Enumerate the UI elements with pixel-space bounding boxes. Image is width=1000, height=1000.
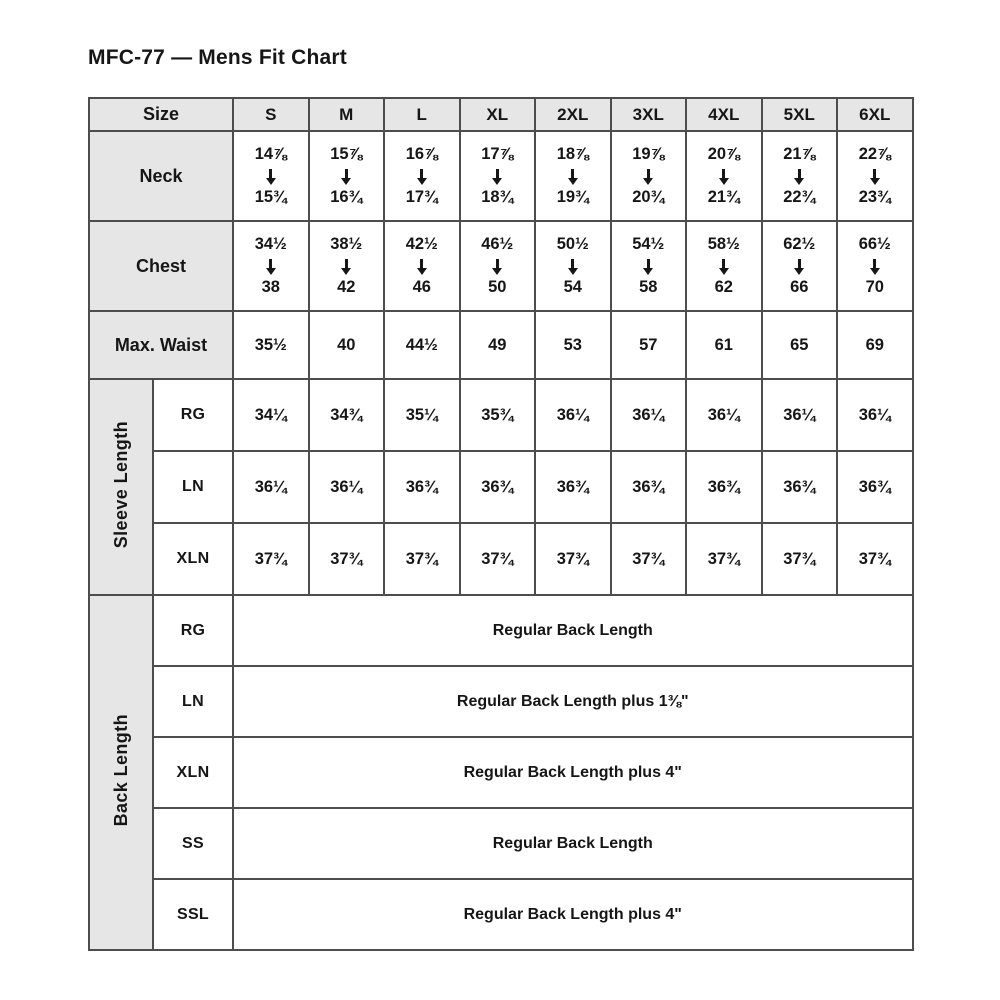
page-title: MFC-77 — Mens Fit Chart xyxy=(88,46,347,69)
max-waist-value-cell: 44½ xyxy=(384,311,460,379)
down-arrow-icon xyxy=(496,259,499,268)
neck-range-cell xyxy=(460,131,536,221)
range-from-value: 22⅞ xyxy=(858,145,891,164)
down-arrow-icon xyxy=(722,169,725,178)
sleeve-length-value-cell: 37¾ xyxy=(384,523,460,595)
max-waist-value-cell: 69 xyxy=(837,311,913,379)
row-label-back-length-rg: RG xyxy=(153,595,233,666)
sleeve-length-value-cell: 36¾ xyxy=(762,451,838,523)
sleeve-length-value-cell: 36¼ xyxy=(762,379,838,451)
range-to-value: 58 xyxy=(639,278,658,296)
down-arrow-icon xyxy=(647,259,650,268)
neck-range-cell xyxy=(309,131,385,221)
chest-range-cell xyxy=(535,221,611,311)
range-from-value: 42½ xyxy=(405,235,438,254)
neck-range-cell xyxy=(535,131,611,221)
down-arrow-icon xyxy=(722,259,725,268)
sleeve-length-group-label-text: Sleeve Length xyxy=(111,420,131,549)
max-waist-value-cell: 61 xyxy=(686,311,762,379)
max-waist-value-cell: 49 xyxy=(460,311,536,379)
chest-range-cell xyxy=(384,221,460,311)
down-arrow-icon xyxy=(798,259,801,268)
neck-range-cell xyxy=(686,131,762,221)
max-waist-value-cell: 57 xyxy=(611,311,687,379)
sleeve-length-value-cell: 37¾ xyxy=(611,523,687,595)
range-to-value: 62 xyxy=(714,278,733,296)
range-from-value: 54½ xyxy=(632,235,665,254)
sleeve-length-value-cell: 37¾ xyxy=(535,523,611,595)
row-label-sleeve-length-xln: XLN xyxy=(153,523,233,595)
chest-range-cell xyxy=(309,221,385,311)
range-from-value: 46½ xyxy=(481,235,514,254)
neck-range-cell xyxy=(233,131,309,221)
chest-range-cell xyxy=(762,221,838,311)
down-arrow-icon xyxy=(496,169,499,178)
chest-range-cell xyxy=(837,221,913,311)
range-to-value: 18¾ xyxy=(481,188,514,206)
neck-range-cell xyxy=(762,131,838,221)
range-from-value: 16⅞ xyxy=(405,145,438,164)
range-to-value: 38 xyxy=(261,278,280,296)
sleeve-length-value-cell: 37¾ xyxy=(233,523,309,595)
sleeve-length-value-cell: 34¼ xyxy=(233,379,309,451)
down-arrow-icon xyxy=(873,169,876,178)
column-header-2xl: 2XL xyxy=(535,98,611,131)
max-waist-value-cell: 53 xyxy=(535,311,611,379)
row-label-sleeve-length-ln: LN xyxy=(153,451,233,523)
range-to-value: 19¾ xyxy=(556,188,589,206)
sleeve-length-value-cell: 36¾ xyxy=(535,451,611,523)
column-header-m: M xyxy=(309,98,385,131)
sleeve-length-value-cell: 36¾ xyxy=(686,451,762,523)
down-arrow-icon xyxy=(269,259,272,268)
sleeve-length-value-cell: 35¼ xyxy=(384,379,460,451)
chest-range-cell xyxy=(611,221,687,311)
column-header-xl: XL xyxy=(460,98,536,131)
range-to-value: 50 xyxy=(488,278,507,296)
range-to-value: 16¾ xyxy=(330,188,363,206)
column-header-s: S xyxy=(233,98,309,131)
down-arrow-icon xyxy=(420,259,423,268)
range-to-value: 17¾ xyxy=(405,188,438,206)
back-length-description-cell: Regular Back Length xyxy=(233,808,913,879)
sleeve-length-value-cell: 36¾ xyxy=(384,451,460,523)
back-length-description-cell: Regular Back Length xyxy=(233,595,913,666)
chest-range-cell xyxy=(686,221,762,311)
column-header-3xl: 3XL xyxy=(611,98,687,131)
range-from-value: 20⅞ xyxy=(707,145,740,164)
sleeve-length-value-cell: 36¾ xyxy=(460,451,536,523)
max-waist-value-cell: 40 xyxy=(309,311,385,379)
range-to-value: 70 xyxy=(865,278,884,296)
chest-range-cell xyxy=(233,221,309,311)
back-length-description-cell: Regular Back Length plus 1⅜" xyxy=(233,666,913,737)
range-from-value: 62½ xyxy=(783,235,816,254)
down-arrow-icon xyxy=(798,169,801,178)
down-arrow-icon xyxy=(420,169,423,178)
range-to-value: 15¾ xyxy=(254,188,287,206)
down-arrow-icon xyxy=(571,169,574,178)
down-arrow-icon xyxy=(269,169,272,178)
neck-range-cell xyxy=(611,131,687,221)
sleeve-length-value-cell: 36¾ xyxy=(837,451,913,523)
sleeve-length-value-cell: 36¼ xyxy=(611,379,687,451)
column-header-4xl: 4XL xyxy=(686,98,762,131)
sleeve-length-value-cell: 37¾ xyxy=(460,523,536,595)
range-from-value: 50½ xyxy=(556,235,589,254)
down-arrow-icon xyxy=(647,169,650,178)
row-label-max-waist: Max. Waist xyxy=(89,311,233,379)
sleeve-length-value-cell: 36¼ xyxy=(686,379,762,451)
size-header: Size xyxy=(89,98,233,131)
column-header-l: L xyxy=(384,98,460,131)
sleeve-length-value-cell: 36¼ xyxy=(837,379,913,451)
sleeve-length-group-label xyxy=(89,379,153,595)
sleeve-length-value-cell: 36¼ xyxy=(309,451,385,523)
neck-range-cell xyxy=(837,131,913,221)
max-waist-value-cell: 35½ xyxy=(233,311,309,379)
down-arrow-icon xyxy=(345,259,348,268)
fit-chart-table xyxy=(88,97,914,951)
range-to-value: 54 xyxy=(563,278,582,296)
sleeve-length-value-cell: 36¾ xyxy=(611,451,687,523)
range-from-value: 14⅞ xyxy=(254,145,287,164)
range-from-value: 19⅞ xyxy=(632,145,665,164)
range-to-value: 22¾ xyxy=(783,188,816,206)
range-to-value: 66 xyxy=(790,278,809,296)
row-label-neck: Neck xyxy=(89,131,233,221)
back-length-group-label-text: Back Length xyxy=(111,713,131,827)
sleeve-length-value-cell: 37¾ xyxy=(309,523,385,595)
range-from-value: 21⅞ xyxy=(783,145,816,164)
back-length-description-cell: Regular Back Length plus 4" xyxy=(233,879,913,950)
range-from-value: 17⅞ xyxy=(481,145,514,164)
neck-range-cell xyxy=(384,131,460,221)
table-head xyxy=(89,98,913,131)
column-header-6xl: 6XL xyxy=(837,98,913,131)
down-arrow-icon xyxy=(873,259,876,268)
sleeve-length-value-cell: 37¾ xyxy=(837,523,913,595)
range-to-value: 46 xyxy=(412,278,431,296)
range-from-value: 58½ xyxy=(707,235,740,254)
range-to-value: 21¾ xyxy=(707,188,740,206)
sleeve-length-value-cell: 34¾ xyxy=(309,379,385,451)
max-waist-value-cell: 65 xyxy=(762,311,838,379)
down-arrow-icon xyxy=(345,169,348,178)
range-from-value: 66½ xyxy=(858,235,891,254)
sleeve-length-value-cell: 36¼ xyxy=(233,451,309,523)
row-label-chest: Chest xyxy=(89,221,233,311)
down-arrow-icon xyxy=(571,259,574,268)
range-to-value: 23¾ xyxy=(858,188,891,206)
back-length-group-label xyxy=(89,595,153,950)
range-to-value: 20¾ xyxy=(632,188,665,206)
row-label-back-length-ss: SS xyxy=(153,808,233,879)
range-from-value: 18⅞ xyxy=(556,145,589,164)
range-from-value: 15⅞ xyxy=(330,145,363,164)
chest-range-cell xyxy=(460,221,536,311)
column-header-5xl: 5XL xyxy=(762,98,838,131)
row-label-back-length-xln: XLN xyxy=(153,737,233,808)
range-from-value: 34½ xyxy=(254,235,287,254)
sleeve-length-value-cell: 35¾ xyxy=(460,379,536,451)
range-from-value: 38½ xyxy=(330,235,363,254)
row-label-back-length-ln: LN xyxy=(153,666,233,737)
table-body xyxy=(89,131,913,950)
row-label-sleeve-length-rg: RG xyxy=(153,379,233,451)
sleeve-length-value-cell: 37¾ xyxy=(762,523,838,595)
sleeve-length-value-cell: 36¼ xyxy=(535,379,611,451)
row-label-back-length-ssl: SSL xyxy=(153,879,233,950)
back-length-description-cell: Regular Back Length plus 4" xyxy=(233,737,913,808)
range-to-value: 42 xyxy=(337,278,356,296)
sleeve-length-value-cell: 37¾ xyxy=(686,523,762,595)
